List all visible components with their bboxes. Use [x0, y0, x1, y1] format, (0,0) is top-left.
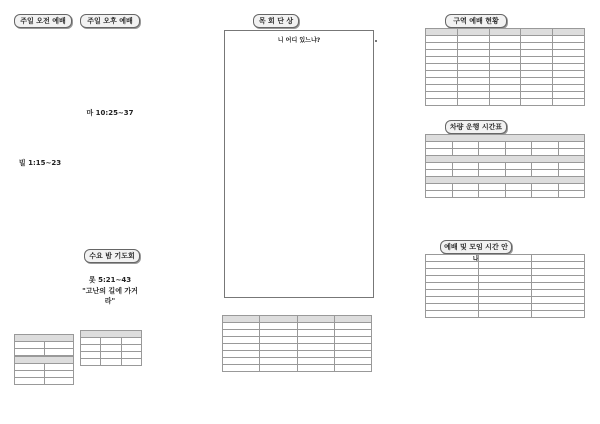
car-schedule-header: 차량 운행 시간표: [445, 120, 507, 134]
meetings-table: [425, 254, 585, 318]
right-column: [300, 0, 508, 424]
center-column: [150, 0, 321, 424]
wednesday-sermon-title: "고난의 길에 가거라": [82, 287, 138, 305]
duty-table-2: [14, 356, 74, 385]
duty-table-3: [80, 330, 142, 366]
car-schedule-table: [425, 134, 585, 198]
district-table: [425, 28, 585, 106]
column-heading: 니 어디 있느냐?: [277, 37, 321, 44]
left-column: [0, 0, 150, 424]
duty-table-1: [14, 334, 74, 356]
afternoon-worship-header: 주일 오후 예배: [80, 14, 140, 28]
wednesday-scripture: 롯 5:21~43: [88, 276, 132, 284]
meetings-header: 예배 및 모임 시간 안내: [440, 240, 512, 254]
pastor-column-header: 목 회 단 상: [253, 14, 299, 28]
afternoon-scripture: 마 10:25~37: [86, 109, 134, 117]
morning-worship-header: 주일 오전 예배: [14, 14, 72, 28]
wednesday-prayer-header: 수요 밤 기도회: [84, 249, 140, 263]
morning-scripture: 빌 1:15~23: [18, 159, 62, 167]
district-worship-header: 구역 예배 현황: [445, 14, 507, 28]
